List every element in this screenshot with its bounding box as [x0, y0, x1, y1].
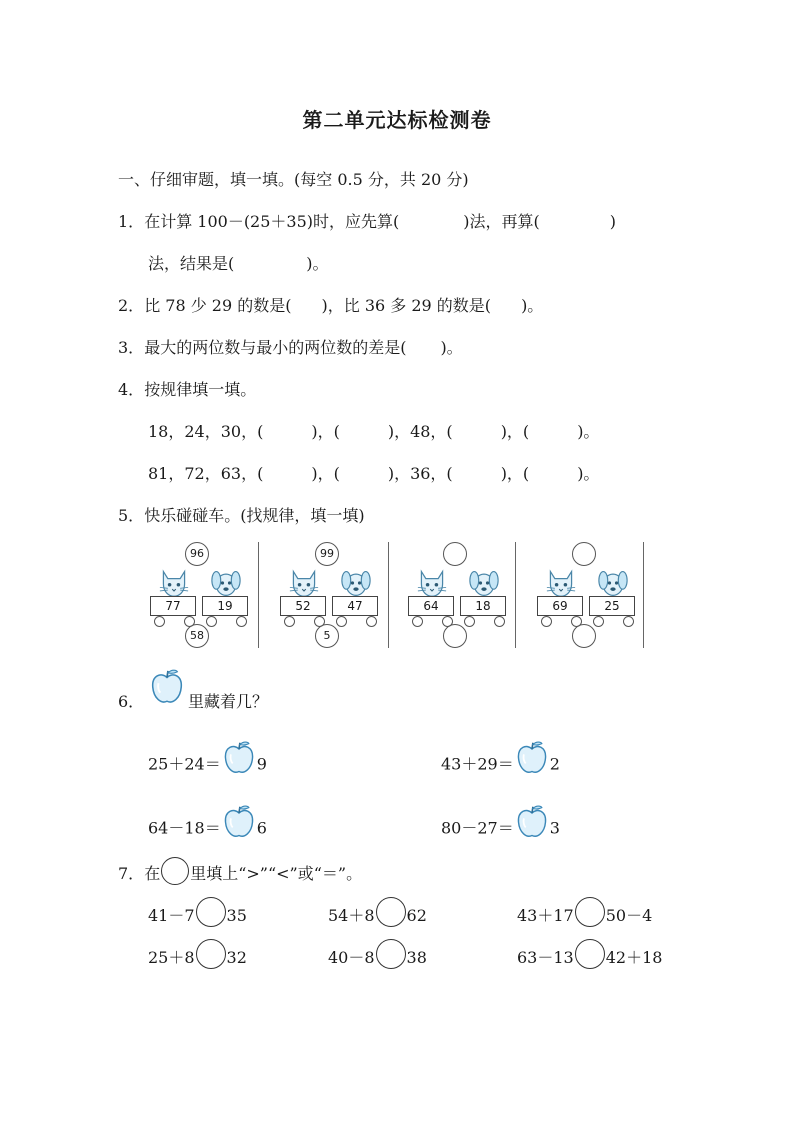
- comparison-text: 50－4: [605, 906, 653, 925]
- sequence-text: )，(: [311, 422, 340, 441]
- car-right-number: 47: [332, 596, 378, 616]
- comparison-text: 63－13: [517, 948, 574, 967]
- apple-equation: [148, 816, 267, 842]
- divider: [643, 542, 644, 648]
- bumper-car-group: [408, 542, 512, 652]
- question-2: [118, 294, 543, 318]
- wheel: [494, 616, 505, 627]
- question-1-line-1: [118, 210, 616, 234]
- sequence-1: [148, 420, 599, 444]
- divider: [388, 542, 389, 648]
- question-text: 在计算 100－(25＋35)时，应先算(: [144, 212, 400, 231]
- dog-icon: [593, 568, 633, 598]
- question-4: [118, 378, 256, 402]
- cat-icon: [412, 568, 452, 598]
- page-title: 第二单元达标检测卷: [302, 108, 492, 132]
- question-number: 3．: [118, 338, 145, 357]
- bottom-number-circle: 58: [185, 624, 209, 648]
- top-number-circle: 99: [315, 542, 339, 566]
- car-left-number: 64: [408, 596, 454, 616]
- equation-text: 2: [549, 754, 560, 774]
- wheel: [236, 616, 247, 627]
- question-number: 6．: [118, 692, 145, 711]
- question-text: 在: [144, 864, 161, 883]
- comparison-item: [148, 946, 247, 970]
- cat-icon: [541, 568, 581, 598]
- comparison-text: 54＋8: [328, 906, 375, 925]
- sequence-text: )，(: [500, 464, 530, 483]
- apple-icon[interactable]: [514, 802, 550, 842]
- sequence-text: 18，24，30，(: [148, 422, 264, 441]
- wheel: [541, 616, 552, 627]
- dog-icon: [206, 568, 246, 598]
- dog-icon: [336, 568, 376, 598]
- wheel: [284, 616, 295, 627]
- bumper-car-group: [280, 542, 384, 652]
- sequence-text: )，48，(: [387, 422, 453, 441]
- question-number: 7．: [118, 864, 145, 883]
- equation-text: 3: [549, 818, 560, 838]
- comparison-text: 32: [226, 948, 247, 967]
- equation-text: 6: [256, 818, 267, 838]
- question-3: [118, 336, 463, 360]
- sequence-text: )，(: [311, 464, 340, 483]
- bottom-number-circle[interactable]: [443, 624, 467, 648]
- equation-text: 64－18＝: [148, 818, 221, 838]
- comparison-item: [517, 904, 652, 928]
- bumper-car-group: [537, 542, 641, 652]
- question-text: )。: [521, 296, 544, 315]
- wheel: [366, 616, 377, 627]
- bottom-number-circle[interactable]: [572, 624, 596, 648]
- top-number-circle[interactable]: [443, 542, 467, 566]
- sequence-text: 81，72，63，(: [148, 464, 264, 483]
- comparison-circle[interactable]: [575, 939, 605, 969]
- comparison-text: 40－8: [328, 948, 375, 967]
- question-number: 5．: [118, 506, 145, 525]
- car-right-number: 18: [460, 596, 506, 616]
- sequence-2: [148, 462, 599, 486]
- car-right-number: 25: [589, 596, 635, 616]
- sequence-text: )。: [577, 464, 600, 483]
- wheel: [206, 616, 217, 627]
- question-text: 里藏着几？: [188, 692, 269, 711]
- comparison-item: [148, 904, 247, 928]
- wheel: [623, 616, 634, 627]
- wheel: [464, 616, 475, 627]
- wheel: [336, 616, 347, 627]
- divider: [258, 542, 259, 648]
- section-heading: 一、仔细审题，填一填。(每空 0.5 分，共 20 分): [118, 170, 469, 189]
- dog-icon: [464, 568, 504, 598]
- sequence-text: )。: [577, 422, 600, 441]
- bumper-car-group: [150, 542, 254, 652]
- comparison-circle[interactable]: [196, 897, 226, 927]
- sequence-text: )，36，(: [387, 464, 453, 483]
- apple-icon[interactable]: [514, 738, 550, 778]
- question-text: ): [609, 212, 617, 231]
- comparison-text: 42＋18: [605, 948, 663, 967]
- apple-equation: [148, 752, 267, 778]
- equation-text: 9: [256, 754, 267, 774]
- comparison-item: [517, 946, 662, 970]
- car-left-number: 52: [280, 596, 326, 616]
- question-text: )，比 36 多 29 的数是(: [321, 296, 492, 315]
- wheel: [593, 616, 604, 627]
- question-text: 按规律填一填。: [144, 380, 257, 399]
- comparison-text: 38: [406, 948, 427, 967]
- comparison-text: 62: [406, 906, 427, 925]
- question-6: [118, 690, 144, 714]
- car-right-number: 19: [202, 596, 248, 616]
- comparison-text: 25＋8: [148, 948, 195, 967]
- comparison-item: [328, 904, 427, 928]
- comparison-circle[interactable]: [196, 939, 226, 969]
- question-5: [118, 504, 365, 528]
- question-text: )。: [440, 338, 463, 357]
- car-left-number: 77: [150, 596, 196, 616]
- question-text: 比 78 少 29 的数是(: [144, 296, 292, 315]
- car-left-number: 69: [537, 596, 583, 616]
- cat-icon: [154, 568, 194, 598]
- apple-equation: [441, 816, 560, 842]
- bottom-number-circle: 5: [315, 624, 339, 648]
- comparison-circle[interactable]: [376, 897, 406, 927]
- equation-text: 43＋29＝: [441, 754, 514, 774]
- comparison-circle: [161, 857, 189, 885]
- apple-icon[interactable]: [221, 738, 257, 778]
- apple-icon[interactable]: [221, 802, 257, 842]
- divider: [515, 542, 516, 648]
- question-number: 2．: [118, 296, 145, 315]
- equation-text: 25＋24＝: [148, 754, 221, 774]
- question-text: 法，结果是(: [148, 254, 235, 273]
- cat-icon: [284, 568, 324, 598]
- wheel: [154, 616, 165, 627]
- wheel: [412, 616, 423, 627]
- question-text: 最大的两位数与最小的两位数的差是(: [144, 338, 407, 357]
- question-text: 快乐碰碰车。(找规律，填一填): [144, 506, 365, 525]
- question-number: 4．: [118, 380, 145, 399]
- comparison-item: [328, 946, 427, 970]
- top-number-circle: 96: [185, 542, 209, 566]
- question-text: )法，再算(: [463, 212, 540, 231]
- question-1-line-2: [148, 252, 329, 276]
- question-text: 里填上“>”“<”或“＝”。: [190, 864, 363, 883]
- comparison-circle[interactable]: [376, 939, 406, 969]
- equation-text: 80－27＝: [441, 818, 514, 838]
- comparison-text: 41－7: [148, 906, 195, 925]
- comparison-circle[interactable]: [575, 897, 605, 927]
- apple-equation: [441, 752, 560, 778]
- comparison-text: 43＋17: [517, 906, 574, 925]
- apple-icon: [148, 668, 186, 706]
- question-7: [118, 862, 362, 886]
- top-number-circle[interactable]: [572, 542, 596, 566]
- question-number: 1．: [118, 212, 145, 231]
- sequence-text: )，(: [500, 422, 530, 441]
- question-text: )。: [306, 254, 329, 273]
- comparison-text: 35: [226, 906, 247, 925]
